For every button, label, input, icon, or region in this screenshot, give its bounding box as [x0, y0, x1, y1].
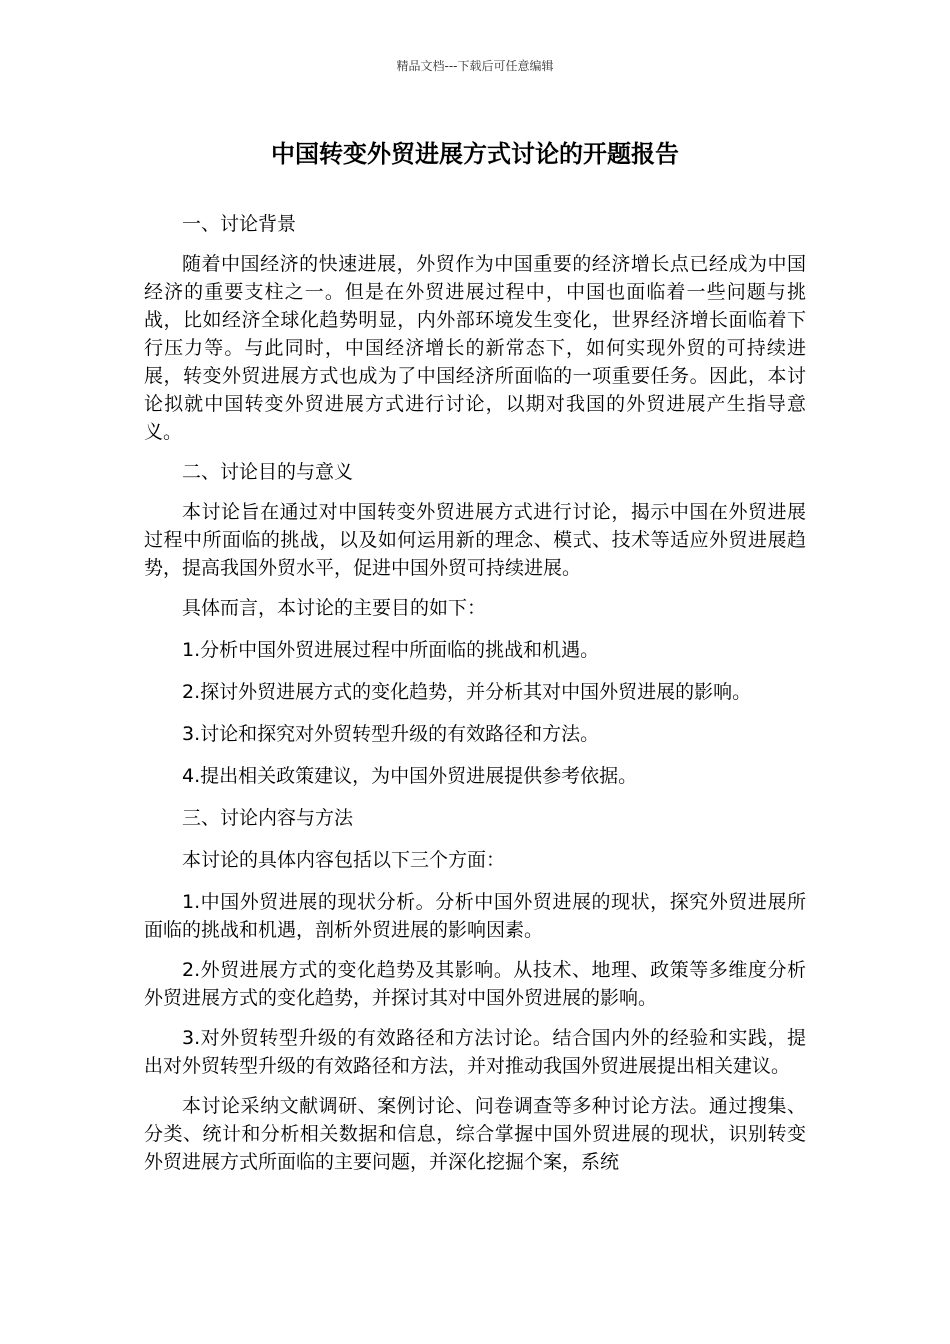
- section-heading-background: 一、讨论背景: [182, 213, 297, 235]
- paragraph-objectives-intro: 具体而言，本讨论的主要目的如下：: [182, 597, 487, 619]
- list-item-objective-2: 2.探讨外贸进展方式的变化趋势，并分析其对中国外贸进展的影响。: [182, 681, 752, 703]
- paragraph-background: 随着中国经济的快速进展，外贸作为中国重要的经济增长点已经成为中国经济的重要支柱之一。但是在外贸进展过程中，中国也面临着一些问题与挑战，比如经济全球化趋势明显，内外部环境发生变化，世界经济增长面临着下行压力等。与此同时，中国经济增长的新常态下，如何实现外贸的可持续进展，转变外贸进展方式也成为了中国经济所面临的一项重要任务。因此，本讨论拟就中国转变外贸进展方式进行讨论，以期对我国的外贸进展产生指导意义。: [144, 253, 806, 443]
- paragraph-content-intro: 本讨论的具体内容包括以下三个方面：: [182, 849, 506, 871]
- list-item-content-1: 1.中国外贸进展的现状分析。分析中国外贸进展的现状，探究外贸进展所面临的挑战和机遇，剖析外贸进展的影响因素。: [144, 891, 806, 941]
- header-note: 精品文档---下载后可任意编辑: [396, 59, 554, 73]
- list-item-content-3: 3.对外贸转型升级的有效路径和方法讨论。结合国内外的经验和实践，提出对外贸转型升级的有效路径和方法，并对推动我国外贸进展提出相关建议。: [144, 1027, 806, 1077]
- paragraph-purpose: 本讨论旨在通过对中国转变外贸进展方式进行讨论，揭示中国在外贸进展过程中所面临的挑战，以及如何运用新的理念、模式、技术等适应外贸进展趋势，提高我国外贸水平，促进中国外贸可持续进展。: [144, 501, 806, 579]
- paragraph-methods: 本讨论采纳文献调研、案例讨论、问卷调查等多种讨论方法。通过搜集、分类、统计和分析相关数据和信息，综合掌握中国外贸进展的现状，识别转变外贸进展方式所面临的主要问题，并深化挖掘个案，系统: [144, 1095, 806, 1173]
- section-heading-content-method: 三、讨论内容与方法: [182, 807, 354, 829]
- section-heading-purpose: 二、讨论目的与意义: [182, 461, 354, 483]
- document-title: 中国转变外贸进展方式讨论的开题报告: [271, 140, 679, 168]
- list-item-objective-1: 1.分析中国外贸进展过程中所面临的挑战和机遇。: [182, 639, 600, 661]
- list-item-objective-3: 3.讨论和探究对外贸转型升级的有效路径和方法。: [182, 723, 600, 745]
- list-item-objective-4: 4.提出相关政策建议，为中国外贸进展提供参考依据。: [182, 765, 638, 787]
- list-item-content-2: 2.外贸进展方式的变化趋势及其影响。从技术、地理、政策等多维度分析外贸进展方式的变化趋势，并探讨其对中国外贸进展的影响。: [144, 959, 806, 1009]
- document-body: [144, 210, 806, 1188]
